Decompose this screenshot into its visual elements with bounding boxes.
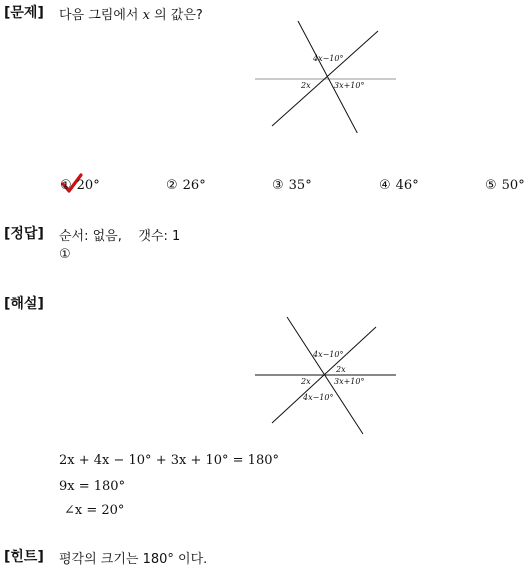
choice-3-value: 35° bbox=[288, 178, 312, 193]
hint-label: [힌트] bbox=[4, 549, 44, 565]
choice-5[interactable] bbox=[485, 178, 525, 193]
choice-4-value: 46° bbox=[395, 178, 419, 193]
label-left: 2x bbox=[301, 81, 311, 90]
choice-5-value: 50° bbox=[501, 178, 525, 193]
hint-text: 평각의 크기는 180° 이다. bbox=[59, 552, 208, 567]
choice-2[interactable] bbox=[166, 178, 206, 193]
question-prefix: 다음 그림에서 bbox=[59, 8, 139, 23]
answer-line: 순서: 없음, 갯수: 1 bbox=[59, 229, 181, 244]
choice-1-number: ① bbox=[60, 178, 72, 193]
question-suffix: 의 값은? bbox=[154, 8, 203, 23]
sol-label-bottom: 4x−10° bbox=[303, 393, 334, 402]
label-top: 4x−10° bbox=[313, 54, 344, 63]
problem-figure bbox=[250, 18, 400, 133]
choice-5-number: ⑤ bbox=[485, 178, 497, 193]
sol-label-right-top: 2x bbox=[336, 365, 346, 374]
choice-2-number: ② bbox=[166, 178, 178, 193]
problem-label: [문제] bbox=[4, 5, 44, 21]
answer-label: [정답] bbox=[4, 226, 44, 242]
label-right: 3x+10° bbox=[334, 81, 365, 90]
sol-label-left: 2x bbox=[301, 377, 311, 386]
answer-choice: ① bbox=[59, 247, 71, 262]
choice-4-number: ④ bbox=[379, 178, 391, 193]
choice-3[interactable] bbox=[272, 178, 312, 193]
solution-label: [해설] bbox=[4, 296, 44, 312]
solution-figure bbox=[250, 312, 400, 437]
equation-3: ∠x = 20° bbox=[64, 503, 125, 518]
sol-label-right: 3x+10° bbox=[334, 377, 365, 386]
choice-1-value: 20° bbox=[76, 178, 100, 193]
choice-3-number: ③ bbox=[272, 178, 284, 193]
question-variable: x bbox=[142, 8, 150, 23]
choice-4[interactable] bbox=[379, 178, 419, 193]
equation-1: 2x + 4x − 10° + 3x + 10° = 180° bbox=[59, 453, 279, 468]
sol-label-top: 4x−10° bbox=[313, 350, 344, 359]
choice-1[interactable] bbox=[60, 178, 100, 193]
choice-2-value: 26° bbox=[182, 178, 206, 193]
problem-question bbox=[59, 4, 203, 23]
equation-2: 9x = 180° bbox=[59, 479, 126, 494]
line-falling bbox=[298, 21, 361, 133]
